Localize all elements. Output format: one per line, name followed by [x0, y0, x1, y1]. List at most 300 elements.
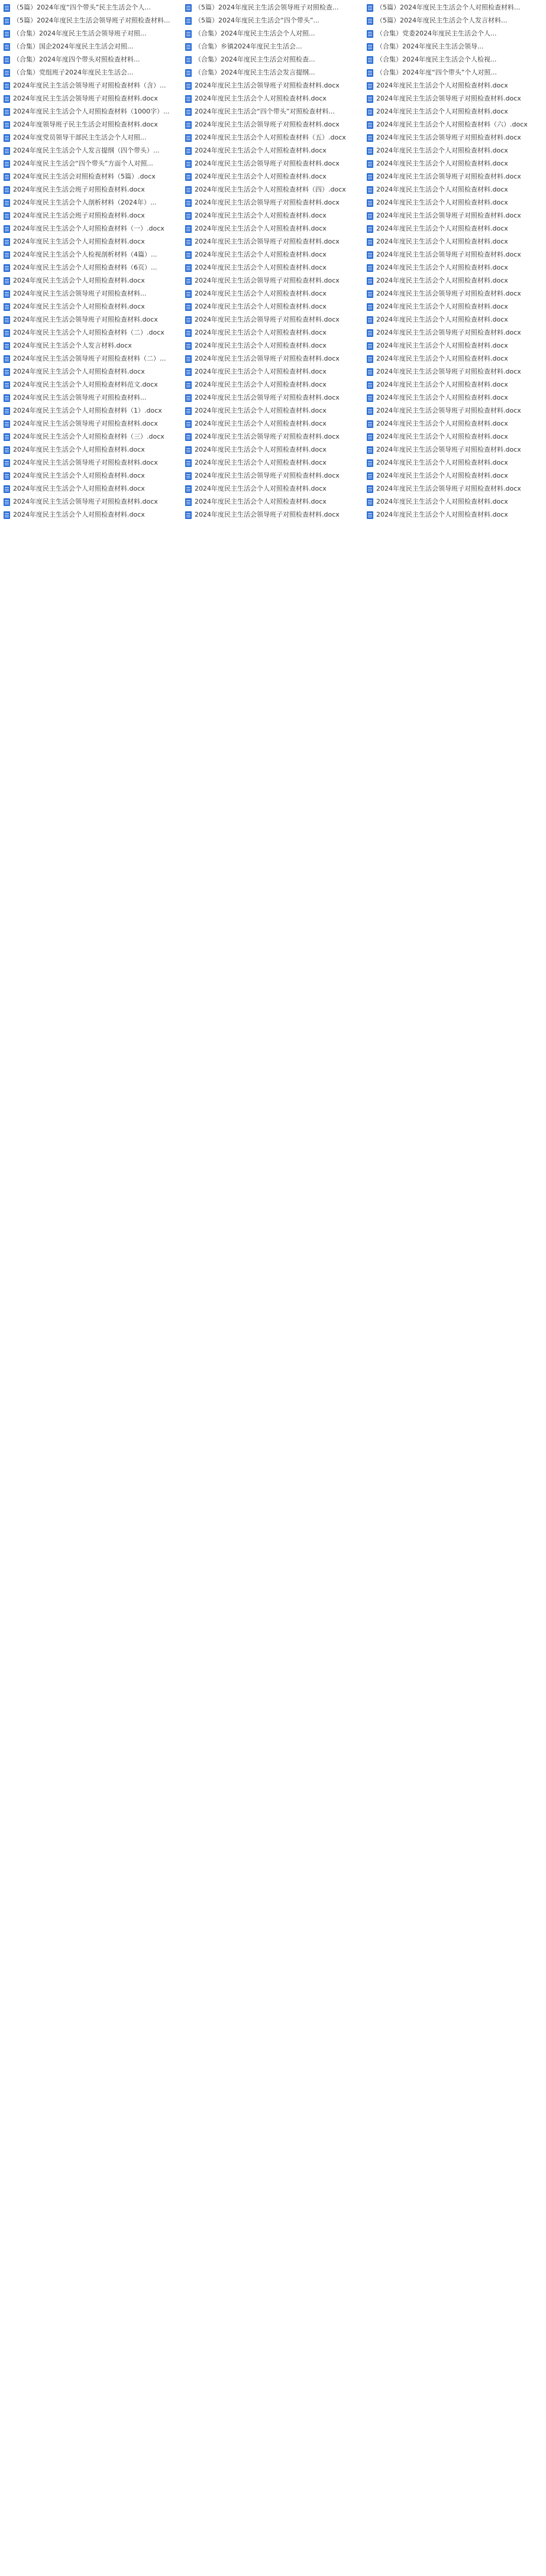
file-list-item[interactable] [366, 92, 544, 105]
file-list-item[interactable] [366, 339, 544, 352]
file-list-item[interactable] [2, 391, 180, 404]
file-list-item[interactable] [184, 14, 362, 27]
word-document-icon [367, 199, 373, 207]
word-document-icon [185, 56, 192, 64]
word-document-icon [367, 394, 373, 402]
file-name-link[interactable]: 2024年度民主生活会个人对照检查材料.docx [195, 446, 327, 453]
file-name-link[interactable]: 2024年度民主生活会个人对照检查材料.docx [13, 472, 145, 479]
file-name-link[interactable]: 2024年度民主生活会领导班子对照检查材料.docx [195, 277, 340, 284]
file-list-item[interactable] [184, 92, 362, 105]
file-list-item[interactable] [366, 417, 544, 430]
file-name-link[interactable]: 2024年度民主生活会个人对照检查材料.docx [376, 394, 508, 401]
file-name-link[interactable]: 2024年度民主生活会个人对照检查材料.docx [376, 355, 508, 362]
file-list-item[interactable] [2, 209, 180, 222]
file-name-link[interactable]: 2024年度民主生活会个人对照检查材料（一）.docx [13, 225, 164, 232]
file-list-item[interactable] [184, 183, 362, 196]
file-name-link[interactable]: 2024年度民主生活会个人对照检查材料.docx [376, 108, 508, 115]
file-list-item[interactable] [184, 274, 362, 287]
file-list-item[interactable] [2, 300, 180, 313]
file-name-link[interactable]: 2024年度民主生活会个人对照检查材料（二）.docx [13, 329, 164, 336]
file-list-item[interactable] [366, 378, 544, 391]
file-name-link[interactable]: 2024年度民主生活会个人发言提纲（四个带头）... [13, 147, 160, 154]
file-list-item[interactable] [2, 66, 180, 79]
file-name-link[interactable]: （合集）党委2024年度民主生活会个人... [376, 30, 497, 37]
word-document-icon [367, 238, 373, 246]
word-document-icon [4, 134, 10, 142]
file-name-link[interactable]: 2024年度民主生活会个人对照检查材料.docx [376, 511, 508, 518]
file-list-item[interactable] [2, 105, 180, 118]
file-list-item[interactable] [2, 131, 180, 144]
file-name-link[interactable]: 2024年度民主生活会个人对照检查材料.docx [195, 95, 327, 102]
file-list-item[interactable] [2, 222, 180, 235]
word-document-icon [185, 121, 192, 129]
file-name-link[interactable]: 2024年度民主生活会领导班子对照检查材料.docx [195, 160, 340, 167]
file-name-link[interactable]: 2024年度民主生活会“四个带头”对照检查材料... [195, 108, 335, 115]
word-document-icon [185, 342, 192, 350]
word-document-icon [4, 43, 10, 51]
file-list-item[interactable] [184, 118, 362, 131]
file-name-link[interactable]: 2024年度民主生活会领导班子对照检查材料.docx [376, 95, 521, 102]
file-list-item[interactable] [184, 508, 362, 521]
word-document-icon [185, 303, 192, 311]
file-list-item[interactable] [184, 144, 362, 157]
file-list-item[interactable] [366, 261, 544, 274]
file-list-item[interactable] [366, 183, 544, 196]
file-list-item[interactable] [366, 105, 544, 118]
word-document-icon [185, 134, 192, 142]
file-name-link[interactable]: （5篇）2024年度民主生活会领导班子对照检查材料... [13, 17, 170, 24]
file-name-link[interactable]: 2024年度民主生活会个人对照检查材料.docx [376, 472, 508, 479]
word-document-icon [367, 17, 373, 25]
file-list-item[interactable] [2, 53, 180, 66]
file-name-link[interactable]: 2024年度民主生活会领导班子对照检查材料.docx [376, 368, 521, 375]
file-name-link[interactable]: 2024年度民主生活会领导班子对照检查材料.docx [376, 251, 521, 258]
word-document-icon [4, 316, 10, 324]
file-list-item[interactable] [184, 300, 362, 313]
file-list-item[interactable] [2, 235, 180, 248]
file-list-item[interactable] [366, 40, 544, 53]
file-name-link[interactable]: 2024年度民主生活会领导班子对照检查材料.docx [195, 394, 340, 401]
file-list-item[interactable] [366, 222, 544, 235]
file-list-item[interactable] [184, 170, 362, 183]
file-list-item[interactable] [184, 339, 362, 352]
file-list-item[interactable] [184, 196, 362, 209]
word-document-icon [367, 121, 373, 129]
file-list-item[interactable] [366, 443, 544, 456]
file-name-link[interactable]: （合集）2024年度民主生活会对照检查... [195, 56, 315, 63]
file-list-item[interactable] [2, 79, 180, 92]
file-name-link[interactable]: 2024年度民主生活会个人对照检查材料（五）.docx [195, 134, 346, 141]
file-list-item[interactable] [2, 92, 180, 105]
file-list-item[interactable] [184, 378, 362, 391]
word-document-icon [4, 186, 10, 194]
file-name-link[interactable]: 2024年度民主生活会个人对照检查材料.docx [195, 251, 327, 258]
word-document-icon [4, 394, 10, 402]
word-document-icon [367, 355, 373, 363]
file-list-item[interactable] [366, 365, 544, 378]
file-name-link[interactable]: 2024年度民主生活会班子对照检查材料.docx [13, 212, 145, 219]
file-name-link[interactable]: 2024年度民主生活会个人对照检查材料.docx [195, 225, 327, 232]
file-name-link[interactable]: 2024年度民主生活会领导班子对照检查材料.docx [195, 316, 340, 323]
file-name-link[interactable]: （合集）乡镇2024年度民主生活会... [195, 43, 302, 50]
file-list-item[interactable] [184, 456, 362, 469]
file-list-item[interactable] [2, 508, 180, 521]
file-list-item[interactable] [366, 209, 544, 222]
file-name-link[interactable]: 2024年度民主生活会个人对照检查材料.docx [13, 446, 145, 453]
file-list-item[interactable] [2, 274, 180, 287]
word-document-icon [367, 134, 373, 142]
file-name-link[interactable]: （合集）2024年度“四个带头”个人对照... [376, 69, 497, 76]
file-name-link[interactable]: （合集）2024年度民主生活会领导班子对照... [13, 30, 147, 37]
file-name-link[interactable]: 2024年度民主生活会领导班子对照检查材料.docx [376, 485, 521, 492]
file-list-item[interactable] [184, 365, 362, 378]
word-document-icon [4, 95, 10, 103]
file-name-link[interactable]: 2024年度民主生活会班子对照检查材料.docx [13, 186, 145, 193]
word-document-icon [367, 420, 373, 428]
file-list-item[interactable] [2, 417, 180, 430]
file-name-link[interactable]: 2024年度民主生活会个人对照检查材料.docx [376, 498, 508, 505]
word-document-icon [367, 459, 373, 467]
file-name-link[interactable]: （合集）2024年度民主生活会个人检视... [376, 56, 497, 63]
file-list-item[interactable] [184, 27, 362, 40]
file-list-item[interactable] [184, 313, 362, 326]
file-list-item[interactable] [2, 339, 180, 352]
word-document-icon [185, 459, 192, 467]
file-list-item[interactable] [184, 66, 362, 79]
word-document-icon [185, 394, 192, 402]
file-name-link[interactable]: 2024年度民主生活会个人剖析材料（2024年）... [13, 199, 157, 206]
file-list-item[interactable] [2, 118, 180, 131]
file-name-link[interactable]: 2024年度民主生活会领导班子对照检查材料.docx [376, 173, 521, 180]
file-list-item[interactable] [2, 170, 180, 183]
file-list-item[interactable] [2, 313, 180, 326]
file-name-link[interactable]: 2024年度民主生活会个人对照检查材料（1000字）... [13, 108, 170, 115]
file-name-link[interactable]: （5篇）2024年度民主生活会个人对照检查材料... [376, 4, 521, 11]
file-list-item[interactable] [366, 352, 544, 365]
file-name-link[interactable]: 2024年度民主生活会个人对照检查材料.docx [13, 511, 145, 518]
file-list-item[interactable] [366, 495, 544, 508]
file-list-item[interactable] [366, 508, 544, 521]
file-list-item[interactable] [184, 404, 362, 417]
file-list-item[interactable] [366, 287, 544, 300]
file-list-item[interactable] [366, 170, 544, 183]
file-list-item[interactable] [2, 1, 180, 14]
file-list-item[interactable] [2, 365, 180, 378]
file-list-item[interactable] [366, 27, 544, 40]
file-name-link[interactable]: 2024年度民主生活会个人对照检查材料.docx [376, 82, 508, 89]
file-name-link[interactable]: （5篇）2024年度“四个带头”民主生活会个人... [13, 4, 151, 11]
file-list-item[interactable] [184, 235, 362, 248]
word-document-icon [4, 290, 10, 298]
file-name-link[interactable]: 2024年度民主生活会个人对照检查材料.docx [376, 264, 508, 271]
file-name-link[interactable]: 2024年度民主生活会个人对照检查材料.docx [13, 485, 145, 492]
file-name-link[interactable]: 2024年度民主生活会领导班子对照检查材料.docx [195, 472, 340, 479]
file-name-link[interactable]: 2024年度民主生活会领导班子对照检查材料.docx [195, 355, 340, 362]
file-name-link[interactable]: 2024年度民主生活会个人对照检查材料.docx [376, 199, 508, 206]
file-name-link[interactable]: 2024年度党员领导干部民主生活会个人对照... [13, 134, 147, 141]
word-document-icon [4, 407, 10, 415]
word-document-icon [185, 17, 192, 25]
file-name-link[interactable]: 2024年度民主生活会个人对照检查材料.docx [376, 433, 508, 440]
file-list-item[interactable] [2, 378, 180, 391]
word-document-icon [367, 108, 373, 116]
file-list-item[interactable] [2, 352, 180, 365]
file-name-link[interactable]: 2024年度民主生活会领导班子对照检查材料.docx [195, 433, 340, 440]
file-list-item[interactable] [184, 391, 362, 404]
word-document-icon [367, 485, 373, 493]
word-document-icon [185, 420, 192, 428]
file-name-link[interactable]: 2024年度民主生活会个人对照检查材料（四）.docx [195, 186, 346, 193]
file-name-link[interactable]: 2024年度民主生活会个人对照检查材料.docx [195, 329, 327, 336]
file-name-link[interactable]: 2024年度民主生活会个人对照检查材料.docx [13, 277, 145, 284]
file-list-item[interactable] [184, 326, 362, 339]
file-list-item[interactable] [184, 40, 362, 53]
word-document-icon [185, 238, 192, 246]
file-name-link[interactable]: 2024年度民主生活会个人对照检查材料.docx [13, 238, 145, 245]
file-list-item[interactable] [2, 443, 180, 456]
file-name-link[interactable]: 2024年度民主生活会个人对照检查材料.docx [195, 420, 327, 427]
file-list-item[interactable] [184, 495, 362, 508]
file-name-link[interactable]: 2024年度民主生活会领导班子对照检查材料.docx [376, 446, 521, 453]
file-list-item[interactable] [366, 14, 544, 27]
file-name-link[interactable]: 2024年度民主生活会领导班子对照检查材料.docx [376, 329, 521, 336]
word-document-icon [4, 264, 10, 272]
file-name-link[interactable]: 2024年度民主生活会个人对照检查材料（三）.docx [13, 433, 164, 440]
file-list-item[interactable] [2, 183, 180, 196]
file-name-link[interactable]: 2024年度民主生活会个人对照检查材料.docx [195, 290, 327, 297]
word-document-icon [185, 173, 192, 181]
file-list-item[interactable] [184, 430, 362, 443]
file-name-link[interactable]: 2024年度民主生活会个人对照检查材料.docx [195, 303, 327, 310]
file-list-item[interactable] [2, 261, 180, 274]
file-list-item[interactable] [184, 469, 362, 482]
file-list-item[interactable] [2, 456, 180, 469]
file-list-item[interactable] [366, 66, 544, 79]
word-document-icon [185, 485, 192, 493]
file-name-link[interactable]: 2024年度民主生活会个人对照检查材料.docx [195, 485, 327, 492]
file-name-link[interactable]: （合集）党组班子2024年度民主生活会... [13, 69, 134, 76]
file-list-item[interactable] [184, 417, 362, 430]
file-list-item[interactable] [2, 287, 180, 300]
file-name-link[interactable]: 2024年度民主生活会领导班子对照检查材料.docx [376, 290, 521, 297]
file-name-link[interactable]: 2024年度民主生活会领导班子对照检查材料（含）... [13, 82, 166, 89]
file-list-item[interactable] [2, 40, 180, 53]
file-name-link[interactable]: 2024年度民主生活会个人检视剖析材料（4篇）... [13, 251, 157, 258]
file-list-item[interactable] [2, 430, 180, 443]
file-list-item[interactable] [366, 248, 544, 261]
file-list-item[interactable] [184, 261, 362, 274]
file-list-item[interactable] [184, 248, 362, 261]
word-document-icon [367, 82, 373, 90]
file-list-item[interactable] [366, 235, 544, 248]
file-name-link[interactable]: 2024年度民主生活会个人对照检查材料.docx [195, 368, 327, 375]
file-name-link[interactable]: 2024年度民主生活会个人对照检查材料范文.docx [13, 381, 158, 388]
word-document-icon [185, 199, 192, 207]
file-name-link[interactable]: 2024年度民主生活会领导班子对照检查材料.docx [13, 95, 158, 102]
word-document-icon [367, 251, 373, 259]
file-list-item[interactable] [366, 79, 544, 92]
word-document-icon [367, 433, 373, 441]
file-list-item[interactable] [2, 469, 180, 482]
file-list-item[interactable] [184, 209, 362, 222]
file-list-item[interactable] [2, 27, 180, 40]
word-document-icon [185, 277, 192, 285]
word-document-icon [367, 69, 373, 77]
word-document-icon [185, 368, 192, 376]
file-name-link[interactable]: 2024年度民主生活会个人对照检查材料.docx [376, 303, 508, 310]
word-document-icon [367, 30, 373, 38]
file-list-item[interactable] [366, 53, 544, 66]
file-name-link[interactable]: 2024年度民主生活会领导班子对照检查材料.docx [195, 199, 340, 206]
file-list-item[interactable] [366, 430, 544, 443]
file-name-link[interactable]: 2024年度民主生活会领导班子对照检查材料.docx [13, 459, 158, 466]
file-name-link[interactable]: 2024年度民主生活会领导班子对照检查材料... [13, 394, 147, 401]
file-name-link[interactable]: 2024年度民主生活会个人对照检查材料.docx [376, 147, 508, 154]
word-document-icon [367, 264, 373, 272]
file-name-link[interactable]: 2024年度民主生活会对照检查材料（5篇）.docx [13, 173, 156, 180]
word-document-icon [185, 511, 192, 519]
file-list-item[interactable] [184, 482, 362, 495]
file-name-link[interactable]: 2024年度民主生活会个人对照检查材料.docx [13, 368, 145, 375]
word-document-icon [185, 329, 192, 337]
word-document-icon [4, 121, 10, 129]
file-name-link[interactable]: 2024年度民主生活会个人对照检查材料.docx [13, 303, 145, 310]
file-name-link[interactable]: 2024年度民主生活会领导班子对照检查材料.docx [195, 511, 340, 518]
word-document-icon [4, 472, 10, 480]
file-list-item[interactable] [184, 352, 362, 365]
file-name-link[interactable]: 2024年度民主生活会个人对照检查材料.docx [195, 264, 327, 271]
file-name-link[interactable]: 2024年度民主生活会个人对照检查材料.docx [376, 160, 508, 167]
file-name-link[interactable]: 2024年度民主生活会个人对照检查材料.docx [195, 212, 327, 219]
file-list-item[interactable] [2, 144, 180, 157]
file-list-item[interactable] [366, 456, 544, 469]
file-list-item[interactable] [184, 157, 362, 170]
file-list-item[interactable] [366, 1, 544, 14]
file-name-link[interactable]: 2024年度民主生活会个人对照检查材料.docx [376, 342, 508, 349]
file-name-link[interactable]: 2024年度民主生活会个人对照检查材料（6页）... [13, 264, 157, 271]
file-name-link[interactable]: 2024年度民主生活会个人对照检查材料.docx [376, 238, 508, 245]
file-list-item[interactable] [2, 404, 180, 417]
file-name-link[interactable]: 2024年度民主生活会领导班子对照检查材料.docx [376, 407, 521, 414]
file-name-link[interactable]: 2024年度民主生活会领导班子对照检查材料.docx [13, 420, 158, 427]
file-name-link[interactable]: 2024年度民主生活会个人对照检查材料.docx [376, 381, 508, 388]
word-document-icon [4, 160, 10, 168]
word-document-icon [4, 355, 10, 363]
file-list-item[interactable] [2, 248, 180, 261]
file-name-link[interactable]: （合集）国企2024年度民主生活会对照... [13, 43, 134, 50]
file-list-item[interactable] [184, 105, 362, 118]
word-document-icon [4, 420, 10, 428]
word-document-icon [367, 290, 373, 298]
file-name-link[interactable]: 2024年度民主生活会领导班子对照检查材料.docx [376, 134, 521, 141]
file-list-item[interactable] [2, 196, 180, 209]
file-name-link[interactable]: （合集）2024年度民主生活会领导... [376, 43, 484, 50]
file-name-link[interactable]: 2024年度民主生活会个人对照检查材料（1）.docx [13, 407, 162, 414]
file-list-item[interactable] [184, 222, 362, 235]
file-name-link[interactable]: 2024年度民主生活会个人对照检查材料.docx [195, 342, 327, 349]
file-list-item[interactable] [184, 1, 362, 14]
file-list-item[interactable] [366, 469, 544, 482]
file-list-item[interactable] [366, 131, 544, 144]
word-document-icon [367, 160, 373, 168]
file-list-item[interactable] [366, 118, 544, 131]
file-name-link[interactable]: （合集）2024年度民主生活会个人对照... [195, 30, 315, 37]
file-name-link[interactable]: 2024年度民主生活会个人对照检查材料.docx [195, 381, 327, 388]
file-name-link[interactable]: 2024年度民主生活会领导班子对照检查材料.docx [195, 82, 340, 89]
word-document-icon [185, 316, 192, 324]
file-name-link[interactable]: 2024年度民主生活会个人对照检查材料.docx [376, 420, 508, 427]
file-name-link[interactable]: 2024年度民主生活会个人对照检查材料.docx [195, 173, 327, 180]
file-name-link[interactable]: 2024年度民主生活会“四个带头”方面个人对照... [13, 160, 153, 167]
word-document-icon [4, 459, 10, 467]
file-name-link[interactable]: 2024年度民主生活会个人对照检查材料.docx [195, 498, 327, 505]
word-document-icon [185, 30, 192, 38]
file-list-item[interactable] [184, 131, 362, 144]
file-name-link[interactable]: 2024年度民主生活会个人对照检查材料.docx [195, 147, 327, 154]
file-name-link[interactable]: （合集）2024年度四个带头对照检查材料... [13, 56, 140, 63]
file-list-item[interactable] [2, 482, 180, 495]
file-list-item[interactable] [2, 14, 180, 27]
file-list-item[interactable] [184, 53, 362, 66]
file-list-item[interactable] [366, 157, 544, 170]
file-name-link[interactable]: 2024年度民主生活会个人对照检查材料.docx [376, 277, 508, 284]
file-name-link[interactable]: 2024年度民主生活会个人对照检查材料.docx [376, 316, 508, 323]
file-name-link[interactable]: 2024年度民主生活会个人对照检查材料.docx [195, 459, 327, 466]
file-name-link[interactable]: 2024年度民主生活会个人发言材料.docx [13, 342, 132, 349]
word-document-icon [367, 381, 373, 389]
file-list-item[interactable] [184, 443, 362, 456]
word-document-icon [4, 277, 10, 285]
file-name-link[interactable]: 2024年度民主生活会领导班子对照检查材料.docx [195, 121, 340, 128]
file-list-item[interactable] [2, 157, 180, 170]
file-name-link[interactable]: 2024年度民主生活会领导班子对照检查材料... [13, 290, 147, 297]
file-list-item[interactable] [366, 482, 544, 495]
file-list-item[interactable] [184, 287, 362, 300]
file-name-link[interactable]: 2024年度民主生活会领导班子对照检查材料（二）... [13, 355, 166, 362]
file-list-item[interactable] [366, 300, 544, 313]
file-name-link[interactable]: 2024年度民主生活会个人对照检查材料.docx [195, 407, 327, 414]
word-document-icon [4, 212, 10, 220]
file-name-link[interactable]: 2024年度领导班子民主生活会对照检查材料.docx [13, 121, 158, 128]
file-name-link[interactable]: （5篇）2024年度民主生活会“四个带头”... [195, 17, 319, 24]
file-list-item[interactable] [366, 274, 544, 287]
file-name-link[interactable]: 2024年度民主生活会个人对照检查材料.docx [376, 225, 508, 232]
file-list-item[interactable] [366, 144, 544, 157]
file-name-link[interactable]: 2024年度民主生活会领导班子对照检查材料.docx [195, 238, 340, 245]
file-name-link[interactable]: 2024年度民主生活会领导班子对照检查材料.docx [376, 212, 521, 219]
word-document-icon [185, 4, 192, 12]
file-list-item[interactable] [2, 326, 180, 339]
word-document-icon [185, 225, 192, 233]
file-name-link[interactable]: （5篇）2024年度民主生活会个人发言材料... [376, 17, 508, 24]
file-name-link[interactable]: （5篇）2024年度民主生活会领导班子对照检查... [195, 4, 339, 11]
file-name-link[interactable]: 2024年度民主生活会个人对照检查材料（六）.docx [376, 121, 528, 128]
file-name-link[interactable]: （合集）2024年度民主生活会发言提纲... [195, 69, 315, 76]
file-name-link[interactable]: 2024年度民主生活会个人对照检查材料.docx [376, 459, 508, 466]
word-document-icon [4, 485, 10, 493]
file-name-link[interactable]: 2024年度民主生活会领导班子对照检查材料.docx [13, 498, 158, 505]
file-name-link[interactable]: 2024年度民主生活会领导班子对照检查材料.docx [13, 316, 158, 323]
file-list-item[interactable] [184, 79, 362, 92]
word-document-icon [367, 316, 373, 324]
file-list-item[interactable] [366, 196, 544, 209]
file-list-item[interactable] [2, 495, 180, 508]
file-name-link[interactable]: 2024年度民主生活会个人对照检查材料.docx [376, 186, 508, 193]
file-list-item[interactable] [366, 391, 544, 404]
file-list-item[interactable] [366, 404, 544, 417]
file-list-item[interactable] [366, 326, 544, 339]
file-list-item[interactable] [366, 313, 544, 326]
